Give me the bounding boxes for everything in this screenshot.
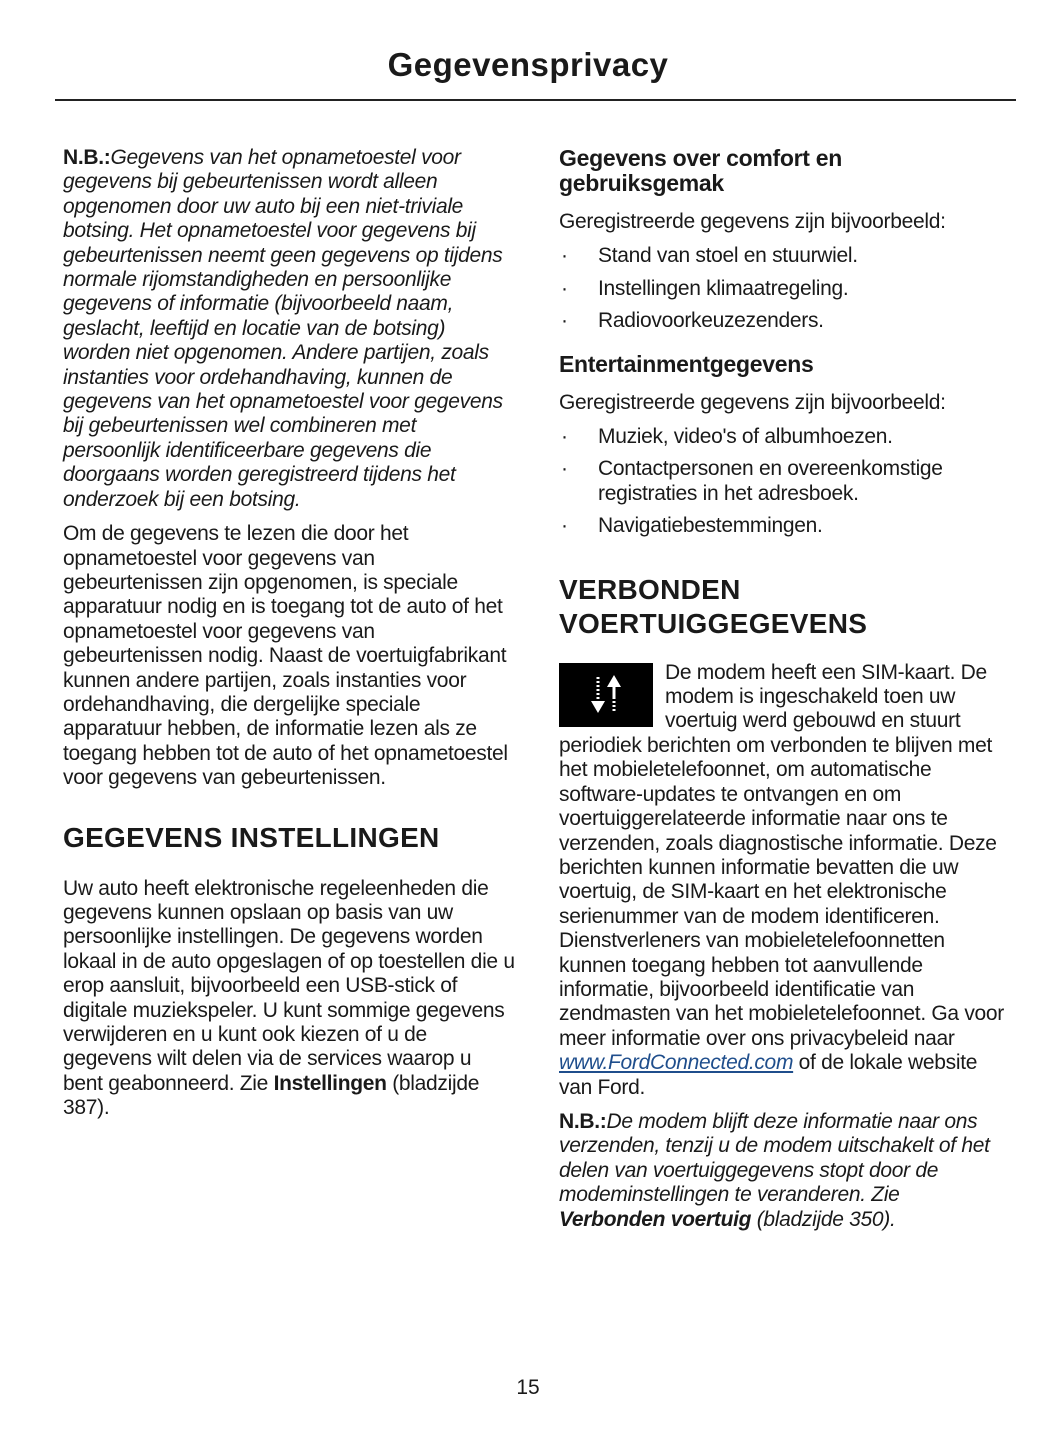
heading-comfort: Gegevens over comfort en gebruiksgemak	[559, 145, 842, 196]
heading-entertainment: Entertainmentgegevens	[559, 350, 814, 377]
section-heading-settings: GEGEVENS INSTELLINGEN	[63, 821, 440, 853]
header-rule	[55, 99, 1016, 101]
modem-text: De modem heeft een SIM-kaart. De modem is ingeschakeld toen uw voertuig werd gebouwd en stuurt periodiek berichten om verbonden te blijven met het mobieletelefoonnet, om automatische software-updates te ontvangen en om voertuiggerelateerde informatie naar ons te verzenden, zoals diagnostische informatie. Deze berichten kunnen informatie bevatten die uw voertuig, de SIM-kaart en het elektronische serienummer van de modem identificeren. Dienstverleners van mobieletelefoonnetten kunnen toegang hebben tot aanvullende informatie, bijvoorbeeld identificatie van zendmasten van het mobieletelefoonnet. Ga voor meer informatie over ons privacybeleid naar	[559, 660, 1004, 1050]
paragraph-text: Uw auto heeft elektronische regeleenheden die gegevens kunnen opslaan op basis van uw persoonlijke instellingen. De gegevens worden lokaal in de auto opgeslagen of op toestellen die u erop aansluit, bijvoorbeeld een USB-stick of digitale muziekspeler. U kunt sommige gegevens verwijderen en u kunt ook kiezen of u de gegevens wilt delen via de services waarop u bent geabonneerd. Zie	[63, 876, 515, 1095]
comfort-list	[559, 244, 1011, 333]
heading-line: VOERTUIGGEGEVENS	[559, 607, 868, 639]
list-item: · Stand van stoel en stuurwiel.	[559, 244, 1011, 268]
left-column	[63, 146, 515, 1131]
paragraph-edr-reading: Om de gegevens te lezen die door het opnametoestel voor gegevens van gebeurtenissen zijn opgenomen, is speciale apparatuur nodig en is toegang tot de auto of het opnametoestel voor gegevens van gebeurtenissen nodig. Naast de voertuigfabrikant kunnen andere partijen, zoals instanties voor ordehandhaving, die dergelijke speciale apparatuur hebben, de informatie lezen als ze toegang hebben tot de auto of het opnametoestel voor gegevens van gebeurtenissen.	[63, 522, 508, 790]
paragraph-modem	[559, 661, 1011, 1100]
comfort-intro: Geregistreerde gegevens zijn bijvoorbeeld:	[559, 210, 946, 233]
note-label: N.B.:	[63, 146, 111, 169]
entertainment-intro: Geregistreerde gegevens zijn bijvoorbeeld:	[559, 390, 946, 414]
note-edr	[63, 146, 515, 512]
list-item: · Radiovoorkeuzezenders.	[559, 309, 1011, 333]
list-item: · Instellingen klimaatregeling.	[559, 277, 1011, 301]
modem-text-tail: of de lokale website van Ford.	[559, 1051, 978, 1099]
section-heading-connected	[559, 573, 1011, 641]
right-column	[559, 146, 1011, 1242]
fordconnected-link[interactable]: www.FordConnected.com	[559, 1051, 794, 1075]
settings-link[interactable]: Instellingen	[273, 1071, 387, 1095]
list-item: · Contactpersonen en overeenkomstige registraties in het adresboek.	[559, 457, 1011, 506]
list-item: · Muziek, video's of albumhoezen.	[559, 425, 1011, 449]
page-reference: (bladzijde 350).	[751, 1207, 896, 1231]
data-transfer-arrows-icon	[559, 663, 653, 727]
note-modem	[559, 1110, 1011, 1232]
note-text: De modem blijft deze informatie naar ons verzenden, tenzij u de modem uitschakelt of het delen van voertuiggegevens stopt door de modeminstellingen te veranderen. Zie	[559, 1109, 990, 1207]
entertainment-list	[559, 425, 1011, 539]
heading-line: VERBONDEN	[559, 573, 741, 605]
paragraph-settings	[63, 877, 515, 1121]
note-text: Gegevens van het opnametoestel voor gegevens bij gebeurtenissen wordt alleen opgenomen door uw auto bij een niet-triviale botsing. Het opnametoestel voor gegevens bij gebeurtenissen neemt geen gegevens op tijdens normale rijomstandigheden en persoonlijke gegevens of informatie (bijvoorbeeld naam, geslacht, leeftijd en locatie van de botsing) worden niet opgenomen. Andere partijen, zoals instanties voor ordehandhaving, kunnen de gegevens van het opnametoestel voor gegevens bij gebeurtenissen wel combineren met persoonlijk identificeerbare gegevens die doorgaans worden geregistreerd tijdens het onderzoek bij een botsing.	[63, 146, 503, 511]
list-item: · Navigatiebestemmingen.	[559, 514, 1011, 538]
page-number: 15	[516, 1376, 540, 1399]
connected-vehicle-link[interactable]: Verbonden voertuig	[559, 1207, 752, 1231]
page-title: Gegevensprivacy	[387, 46, 669, 83]
page-reference: (bladzijde 387).	[63, 1071, 480, 1120]
note-label: N.B.:	[559, 1109, 607, 1133]
